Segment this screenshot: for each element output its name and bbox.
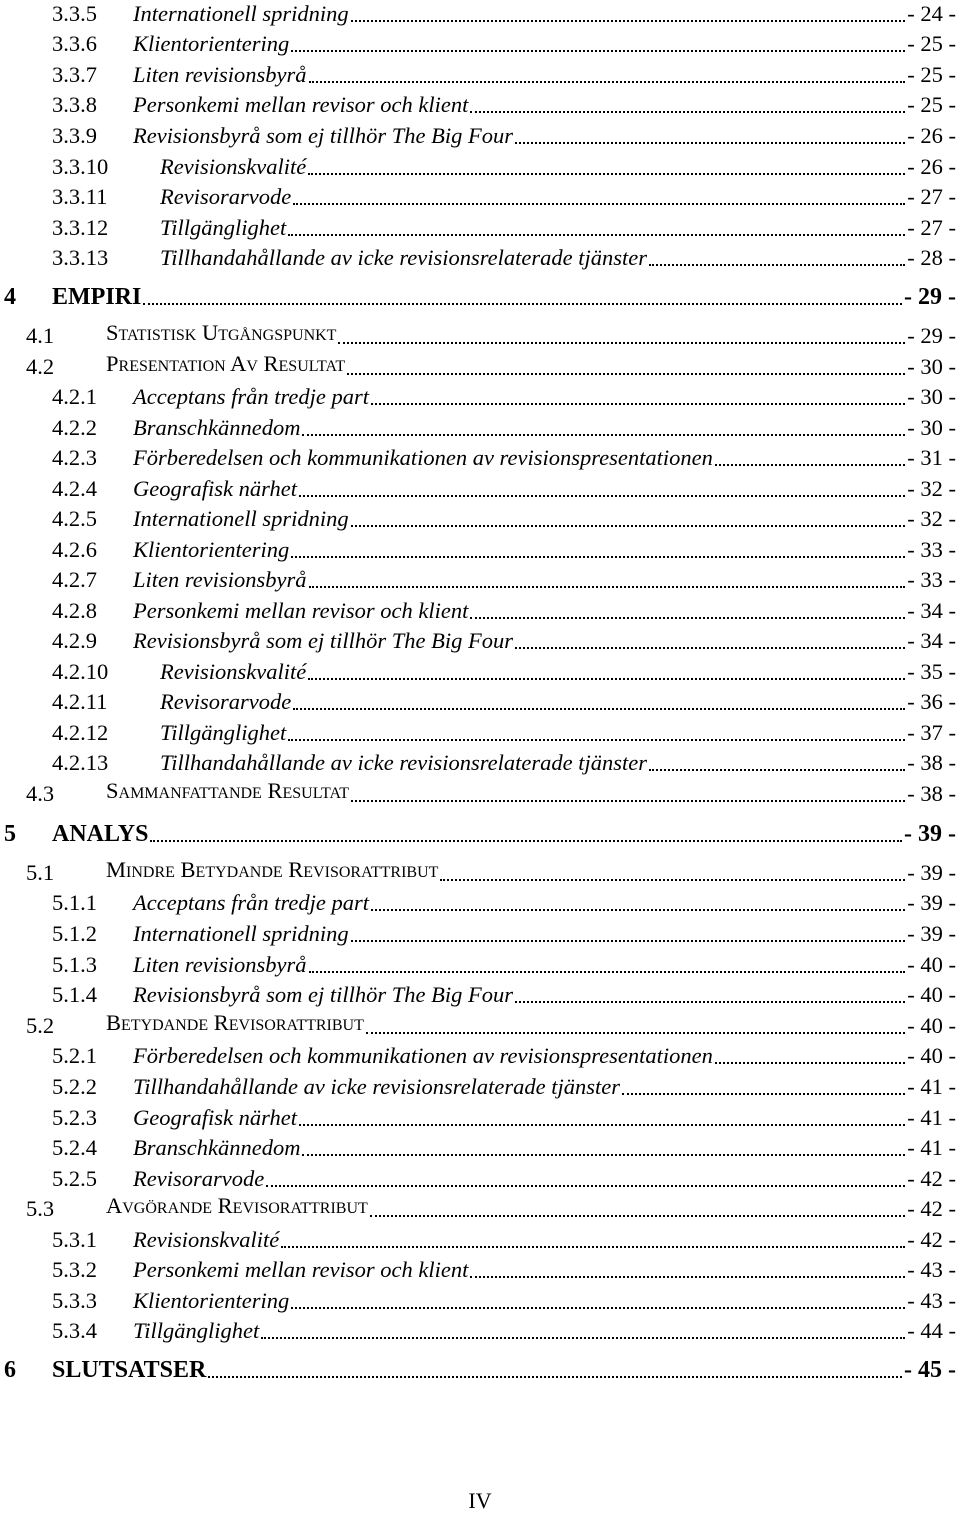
dot-leader <box>351 525 906 527</box>
toc-entry-title: Branschkännedom <box>133 415 301 440</box>
toc-entry-number: 4.2.4 <box>52 476 97 501</box>
toc-entry[interactable] <box>0 859 956 887</box>
toc-entry[interactable] <box>0 1165 956 1193</box>
toc-entry-number: 5.1.1 <box>52 890 97 915</box>
toc-entry-title: Revisorarvode <box>160 184 292 209</box>
toc-entry[interactable] <box>0 30 956 58</box>
toc-entry-page: - 43 - <box>907 1288 956 1313</box>
toc-entry[interactable] <box>0 1073 956 1101</box>
toc-entry-title: BETYDANDE REVISORATTRIBUT <box>106 1010 364 1035</box>
toc-entry[interactable] <box>0 1287 956 1315</box>
dot-leader <box>309 586 906 588</box>
toc-entry-title: Personkemi mellan revisor och klient <box>133 598 469 623</box>
dot-leader <box>143 303 902 305</box>
toc-entry-number: 5.1.2 <box>52 921 97 946</box>
toc-entry-page: - 30 - <box>907 384 956 409</box>
dot-leader <box>291 1307 905 1309</box>
toc-entry-title: Klientorientering <box>133 537 290 562</box>
toc-entry-title: Personkemi mellan revisor och klient <box>133 1257 469 1282</box>
toc-entry-title: SLUTSATSER <box>52 1357 207 1383</box>
toc-entry[interactable] <box>0 536 956 564</box>
toc-entry-number: 5.3.3 <box>52 1288 97 1313</box>
toc-entry-page: - 27 - <box>907 215 956 240</box>
dot-leader <box>351 20 906 22</box>
toc-entry-number: 5.2.5 <box>52 1166 97 1191</box>
dot-leader <box>293 203 905 205</box>
toc-entry[interactable] <box>0 920 956 948</box>
dot-leader <box>470 1276 905 1278</box>
toc-entry-title: Geografisk närhet <box>133 1105 297 1130</box>
dot-leader <box>308 173 905 175</box>
toc-entry[interactable] <box>0 688 956 716</box>
toc-entry[interactable] <box>0 981 956 1009</box>
dot-leader <box>347 373 905 375</box>
toc-entry-page: - 25 - <box>907 92 956 117</box>
toc-entry[interactable] <box>0 780 956 808</box>
dot-leader <box>470 617 905 619</box>
toc-entry-page: - 26 - <box>907 154 956 179</box>
toc-entry[interactable] <box>0 283 956 311</box>
dot-leader <box>281 1246 905 1248</box>
toc-entry-title: ANALYS <box>52 821 149 847</box>
toc-entry-page: - 25 - <box>907 31 956 56</box>
toc-entry-number: 3.3.7 <box>52 62 97 87</box>
toc-entry[interactable] <box>0 1317 956 1345</box>
dot-leader <box>302 1154 905 1156</box>
toc-entry-page: - 41 - <box>907 1074 956 1099</box>
toc-entry-page: - 31 - <box>907 445 956 470</box>
toc-entry[interactable] <box>0 322 956 350</box>
toc-entry-page: - 40 - <box>907 1013 956 1038</box>
toc-entry-page: - 45 - <box>904 1357 956 1383</box>
dot-leader <box>622 1093 905 1095</box>
toc-entry[interactable] <box>0 820 956 848</box>
toc-entry[interactable] <box>0 353 956 381</box>
toc-entry[interactable] <box>0 1226 956 1254</box>
toc-entry-number: 3.3.8 <box>52 92 97 117</box>
toc-entry[interactable] <box>0 627 956 655</box>
toc-entry-number: 6 <box>4 1357 16 1383</box>
toc-entry-title: Tillhandahållande av icke revisionsrelaterade tjänster <box>133 1074 621 1099</box>
toc-entry-title: Geografisk närhet <box>133 476 297 501</box>
dot-leader <box>291 556 905 558</box>
toc-entry-title: Tillhandahållande av icke revisionsrelaterade tjänster <box>160 750 648 775</box>
toc-entry-number: 3.3.13 <box>52 245 109 270</box>
toc-entry-page: - 41 - <box>907 1105 956 1130</box>
toc-entry[interactable] <box>0 1042 956 1070</box>
toc-entry-number: 4.2.3 <box>52 445 97 470</box>
toc-entry-number: 3.3.9 <box>52 123 97 148</box>
toc-entry[interactable] <box>0 122 956 150</box>
toc-entry-number: 4.2.2 <box>52 415 97 440</box>
dot-leader <box>302 434 905 436</box>
toc-entry-page: - 44 - <box>907 1318 956 1343</box>
toc-entry-number: 4 <box>4 284 16 310</box>
toc-entry-number: 4.2 <box>26 354 55 379</box>
toc-entry-title: Förberedelsen och kommunikationen av revisionspresentationen <box>133 445 713 470</box>
toc-entry-number: 4.2.13 <box>52 750 109 775</box>
toc-entry-number: 4.2.11 <box>52 689 108 714</box>
toc-entry-title: AVGÖRANDE REVISORATTRIBUT <box>106 1193 368 1218</box>
toc-entry-page: - 32 - <box>907 476 956 501</box>
toc-entry-number: 4.2.5 <box>52 506 97 531</box>
toc-entry-page: - 42 - <box>907 1227 956 1252</box>
dot-leader <box>351 800 905 802</box>
dot-leader <box>288 739 905 741</box>
toc-entry-number: 3.3.11 <box>52 184 108 209</box>
toc-entry-number: 5.3 <box>26 1196 55 1221</box>
toc-entry-title: Tillgänglighet <box>160 720 287 745</box>
toc-entry-page: - 27 - <box>907 184 956 209</box>
toc-entry[interactable] <box>0 1134 956 1162</box>
toc-entry-page: - 40 - <box>907 952 956 977</box>
toc-entry-number: 4.3 <box>26 781 55 806</box>
dot-leader <box>371 909 905 911</box>
dot-leader <box>293 708 905 710</box>
dot-leader <box>308 678 905 680</box>
toc-entry[interactable] <box>0 658 956 686</box>
toc-entry-title: Revisionskvalité <box>160 154 307 179</box>
toc-entry[interactable] <box>0 475 956 503</box>
toc-entry-title: MINDRE BETYDANDE REVISORATTRIBUT <box>106 857 439 882</box>
toc-entry[interactable] <box>0 383 956 411</box>
toc-entry[interactable] <box>0 91 956 119</box>
toc-entry-number: 3.3.6 <box>52 31 97 56</box>
toc-entry-page: - 33 - <box>907 537 956 562</box>
page-number: IV <box>468 1488 492 1513</box>
toc-entry-title: Acceptans från tredje part <box>133 890 369 915</box>
toc-entry-number: 5.1.3 <box>52 952 97 977</box>
toc-entry[interactable] <box>0 505 956 533</box>
toc-entry-page: - 34 - <box>907 628 956 653</box>
toc-entry-page: - 37 - <box>907 720 956 745</box>
dot-leader <box>150 840 902 842</box>
dot-leader <box>288 234 905 236</box>
toc-entry-number: 4.2.12 <box>52 720 109 745</box>
toc-entry-page: - 30 - <box>907 415 956 440</box>
toc-entry-number: 5 <box>4 821 16 847</box>
toc-entry[interactable] <box>0 889 956 917</box>
toc-entry-title: PRESENTATION AV RESULTAT <box>106 351 346 376</box>
toc-entry-number: 3.3.12 <box>52 215 109 240</box>
toc-entry-number: 5.3.2 <box>52 1257 97 1282</box>
toc-entry-page: - 34 - <box>907 598 956 623</box>
toc-entry[interactable] <box>0 1256 956 1284</box>
dot-leader <box>351 940 906 942</box>
toc-entry-number: 4.2.10 <box>52 659 109 684</box>
toc-entry[interactable] <box>0 0 956 28</box>
dot-leader <box>715 464 905 466</box>
dot-leader <box>649 769 905 771</box>
toc-entry-page: - 26 - <box>907 123 956 148</box>
toc-entry-title: Tillgänglighet <box>160 215 287 240</box>
toc-entry-title: Acceptans från tredje part <box>133 384 369 409</box>
toc-entry-title: Tillhandahållande av icke revisionsrelaterade tjänster <box>160 245 648 270</box>
toc-entry-page: - 30 - <box>907 354 956 379</box>
toc-entry-title: Internationell spridning <box>133 921 349 946</box>
toc-entry-page: - 35 - <box>907 659 956 684</box>
toc-entry[interactable] <box>0 1104 956 1132</box>
toc-entry-page: - 24 - <box>907 1 956 26</box>
toc-entry-number: 5.2.3 <box>52 1105 97 1130</box>
toc-entry[interactable] <box>0 153 956 181</box>
toc-entry-title: Revisionskvalité <box>133 1227 280 1252</box>
toc-entry-title: Liten revisionsbyrå <box>133 952 307 977</box>
toc-entry[interactable] <box>0 61 956 89</box>
toc-entry-number: 5.1.4 <box>52 982 97 1007</box>
toc-entry[interactable] <box>0 244 956 272</box>
toc-entry[interactable] <box>0 597 956 625</box>
dot-leader <box>299 1124 905 1126</box>
toc-entry-page: - 36 - <box>907 689 956 714</box>
toc-entry-title: Liten revisionsbyrå <box>133 62 307 87</box>
dot-leader <box>440 879 905 881</box>
toc-entry-title: EMPIRI <box>52 284 142 310</box>
toc-entry-number: 5.2.1 <box>52 1043 97 1068</box>
toc-entry[interactable] <box>0 414 956 442</box>
toc-entry-title: STATISTISK UTGÅNGSPUNKT <box>106 320 337 345</box>
toc-entry-number: 5.1 <box>26 860 55 885</box>
toc-entry-title: Revisionsbyrå som ej tillhör The Big Four <box>133 123 513 148</box>
toc-entry-title: Revisionskvalité <box>160 659 307 684</box>
toc-entry-number: 4.2.7 <box>52 567 97 592</box>
toc-entry-title: Revisionsbyrå som ej tillhör The Big Four <box>133 982 513 1007</box>
toc-entry[interactable] <box>0 719 956 747</box>
dot-leader <box>261 1337 905 1339</box>
toc-entry-title: Förberedelsen och kommunikationen av revisionspresentationen <box>133 1043 713 1068</box>
toc-entry-page: - 38 - <box>907 750 956 775</box>
toc-entry[interactable] <box>0 214 956 242</box>
toc-entry-number: 5.2.4 <box>52 1135 97 1160</box>
toc-entry-page: - 41 - <box>907 1135 956 1160</box>
toc-entry-number: 3.3.5 <box>52 1 97 26</box>
dot-leader <box>208 1376 902 1378</box>
dot-leader <box>338 342 905 344</box>
dot-leader <box>370 1215 905 1217</box>
toc-entry-page: - 38 - <box>907 781 956 806</box>
dot-leader <box>291 50 905 52</box>
dot-leader <box>299 495 905 497</box>
toc-entry-number: 4.2.1 <box>52 384 97 409</box>
dot-leader <box>309 81 906 83</box>
toc-entry-number: 5.3.1 <box>52 1227 97 1252</box>
toc-entry[interactable] <box>0 749 956 777</box>
toc-entry-number: 4.2.6 <box>52 537 97 562</box>
toc-entry-page: - 32 - <box>907 506 956 531</box>
toc-entry[interactable] <box>0 444 956 472</box>
toc-entry-page: - 39 - <box>907 921 956 946</box>
toc-entry[interactable] <box>0 1012 956 1040</box>
toc-entry[interactable] <box>0 1195 956 1223</box>
dot-leader <box>649 264 905 266</box>
toc-entry-page: - 33 - <box>907 567 956 592</box>
toc-entry-page: - 42 - <box>907 1166 956 1191</box>
toc-entry-title: Revisorarvode <box>160 689 292 714</box>
toc-entry-title: Internationell spridning <box>133 1 349 26</box>
toc-entry-page: - 39 - <box>904 821 956 847</box>
toc-entry-number: 5.2.2 <box>52 1074 97 1099</box>
toc-entry-page: - 28 - <box>907 245 956 270</box>
toc-entry-number: 5.2 <box>26 1013 55 1038</box>
toc-entry[interactable] <box>0 183 956 211</box>
dot-leader <box>309 971 906 973</box>
toc-entry-title: Klientorientering <box>133 31 290 56</box>
toc-entry[interactable] <box>0 951 956 979</box>
toc-entry-page: - 29 - <box>904 284 956 310</box>
dot-leader <box>515 647 905 649</box>
dot-leader <box>371 403 905 405</box>
dot-leader <box>366 1032 905 1034</box>
toc-entry-title: Internationell spridning <box>133 506 349 531</box>
dot-leader <box>715 1062 905 1064</box>
toc-entry-number: 4.2.9 <box>52 628 97 653</box>
toc-entry-number: 4.1 <box>26 323 55 348</box>
toc-entry-title: SAMMANFATTANDE RESULTAT <box>106 778 350 803</box>
toc-entry-title: Liten revisionsbyrå <box>133 567 307 592</box>
toc-entry-page: - 29 - <box>907 323 956 348</box>
toc-entry-page: - 25 - <box>907 62 956 87</box>
toc-entry-title: Klientorientering <box>133 1288 290 1313</box>
toc-entry-title: Revisionsbyrå som ej tillhör The Big Four <box>133 628 513 653</box>
toc-entry-number: 3.3.10 <box>52 154 109 179</box>
dot-leader <box>470 111 905 113</box>
toc-entry-page: - 40 - <box>907 982 956 1007</box>
toc-entry-page: - 40 - <box>907 1043 956 1068</box>
toc-entry[interactable] <box>0 1356 956 1384</box>
toc-entry-number: 4.2.8 <box>52 598 97 623</box>
toc-entry[interactable] <box>0 566 956 594</box>
toc-entry-title: Branschkännedom <box>133 1135 301 1160</box>
toc-entry-title: Tillgänglighet <box>133 1318 260 1343</box>
toc-entry-title: Revisorarvode <box>133 1166 265 1191</box>
toc-entry-number: 5.3.4 <box>52 1318 97 1343</box>
dot-leader <box>515 1001 905 1003</box>
toc-entry-title: Personkemi mellan revisor och klient <box>133 92 469 117</box>
toc-entry-page: - 43 - <box>907 1257 956 1282</box>
dot-leader <box>266 1185 905 1187</box>
toc-entry-page: - 39 - <box>907 890 956 915</box>
toc-entry-page: - 42 - <box>907 1196 956 1221</box>
toc-entry-page: - 39 - <box>907 860 956 885</box>
dot-leader <box>515 142 905 144</box>
